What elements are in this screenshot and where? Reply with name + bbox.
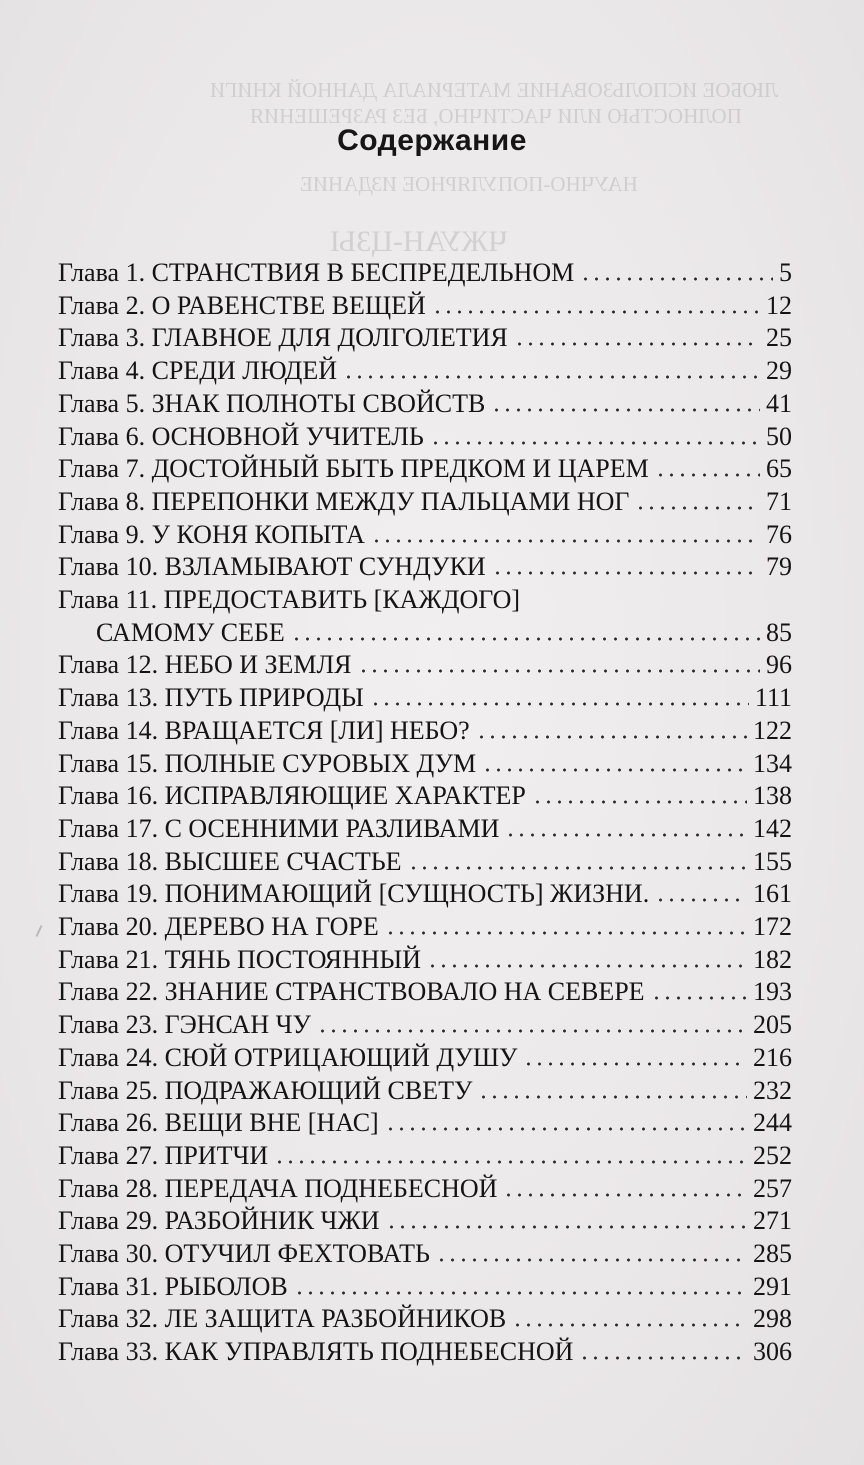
toc-entry [58, 552, 792, 582]
toc-entry-page: 155 [753, 846, 792, 876]
bleed-through-text: ЧЖУАН-ЦЗЫ [330, 225, 508, 258]
toc-entry-label: Глава 26. ВЕЩИ ВНЕ [НАС] [58, 1108, 379, 1138]
toc-dot-leader [503, 1193, 747, 1197]
toc-entry-label: Глава 16. ИСПРАВЛЯЮЩИЕ ХАРАКТЕР [58, 781, 526, 811]
toc-entry [58, 1174, 792, 1204]
toc-entry-label: Глава 21. ТЯНЬ ПОСТОЯННЫЙ [58, 944, 422, 974]
toc-dot-leader [385, 1127, 747, 1131]
toc-entry-label: Глава 20. ДЕРЕВО НА ГОРЕ [58, 912, 379, 941]
toc-entry-label: Глава 30. ОТУЧИЛ ФЕХТОВАТЬ [58, 1239, 430, 1268]
toc-entry [58, 650, 792, 680]
toc-entry [58, 258, 792, 288]
toc-entry-page: 79 [766, 552, 792, 582]
toc-entry [58, 454, 792, 484]
toc-entry-page: 252 [753, 1140, 792, 1170]
toc-entry-label: Глава 22. ЗНАНИЕ СТРАНСТВОВАЛО НА СЕВЕРЕ [58, 977, 645, 1007]
toc-dot-leader [370, 702, 749, 706]
toc-entry [58, 1206, 792, 1236]
toc-dot-leader [651, 996, 747, 1000]
toc-entry-page: 134 [753, 748, 792, 778]
toc-entry [58, 1076, 792, 1106]
toc-entry-label: Глава 4. СРЕДИ ЛЮДЕЙ [58, 356, 338, 386]
toc-entry [96, 618, 792, 648]
toc-entry [58, 585, 792, 615]
toc-dot-leader [512, 1323, 747, 1327]
toc-entry-page: 71 [766, 486, 792, 516]
toc-entry-label: Глава 11. ПРЕДОСТАВИТЬ [КАЖДОГО] [58, 585, 521, 614]
toc-entry [58, 781, 792, 811]
toc-entry-page: 122 [753, 715, 792, 745]
toc-entry-page: 142 [753, 813, 792, 843]
toc-entry [58, 945, 792, 975]
toc-dot-leader [505, 833, 747, 837]
toc-dot-leader [492, 571, 760, 575]
toc-dot-leader [482, 768, 747, 772]
toc-entry [58, 847, 792, 877]
toc-entry-label: Глава 3. ГЛАВНОЕ ДЛЯ ДОЛГОЛЕТИЯ [58, 323, 508, 353]
toc-entry-page: 285 [753, 1239, 792, 1268]
toc-dot-leader [655, 898, 747, 902]
toc-entry-page: 257 [753, 1173, 792, 1203]
toc-entry-page: 29 [766, 356, 792, 386]
toc-dot-leader [476, 735, 747, 739]
toc-entry-label: Глава 14. ВРАЩАЕТСЯ [ЛИ] НЕБО? [58, 715, 470, 745]
toc-dot-leader [523, 1062, 747, 1066]
toc-dot-leader [514, 342, 760, 346]
toc-dot-leader [385, 931, 747, 935]
toc-dot-leader [430, 441, 760, 445]
toc-dot-leader [655, 473, 760, 477]
toc-entry [58, 683, 792, 713]
toc-entry-label: Глава 28. ПЕРЕДАЧА ПОДНЕБЕСНОЙ [58, 1173, 498, 1203]
toc-entry [58, 1337, 792, 1367]
toc-entry [58, 1239, 792, 1269]
toc-entry-page: 244 [753, 1108, 792, 1138]
toc-entry-page: 182 [753, 944, 792, 974]
toc-entry [58, 389, 792, 419]
page-title: Содержание [337, 124, 527, 157]
toc-entry-page: 25 [766, 323, 792, 353]
toc-dot-leader [579, 1356, 747, 1360]
toc-entry-page: 291 [753, 1271, 792, 1301]
bleed-through-text: НАУЧНО-ПОПУЛЯРНОЕ ИЗДАНИЕ [300, 172, 638, 196]
toc-entry-page: 271 [753, 1206, 792, 1236]
toc-dot-leader [532, 800, 747, 804]
toc-dot-leader [580, 277, 773, 281]
toc-entry-page: 85 [766, 617, 792, 647]
toc-entry [58, 716, 792, 746]
bleed-through-text: ЛЮБОЕ ИСПОЛЬЗОВАНИЕ МАТЕРИАЛА ДАННОЙ КНИГИ [210, 78, 779, 102]
toc-entry-page: 12 [766, 290, 792, 320]
toc-entry-label: Глава 19. ПОНИМАЮЩИЙ [СУЩНОСТЬ] ЖИЗНИ. [58, 879, 650, 909]
toc-dot-leader [291, 637, 760, 641]
toc-entry [58, 356, 792, 386]
toc-entry-page: 138 [753, 781, 792, 811]
toc-entry-label: Глава 1. СТРАНСТВИЯ В БЕСПРЕДЕЛЬНОМ [58, 258, 575, 287]
toc-entry-page: 50 [766, 421, 792, 451]
toc-entry [58, 1108, 792, 1138]
toc-entry [58, 912, 792, 942]
toc-entry-page: 41 [766, 388, 792, 418]
toc-entry [58, 520, 792, 550]
toc-entry-label: Глава 27. ПРИТЧИ [58, 1140, 269, 1170]
toc-dot-leader [478, 1095, 747, 1099]
toc-entry-label: Глава 33. КАК УПРАВЛЯТЬ ПОДНЕБЕСНОЙ [58, 1337, 574, 1367]
toc-dot-leader [294, 1291, 747, 1295]
toc-entry-label: Глава 23. ГЭНСАН ЧУ [58, 1010, 311, 1040]
toc-entry-label: Глава 18. ВЫСШЕЕ СЧАСТЬЕ [58, 846, 402, 876]
toc-entry [58, 422, 792, 452]
toc-entry-label: Глава 25. ПОДРАЖАЮЩИЙ СВЕТУ [58, 1075, 473, 1105]
bleed-through-text: ПОЛНОСТЬЮ ИЛИ ЧАСТИЧНО, БЕЗ РАЗРЕШЕНИЯ [250, 104, 742, 128]
toc-entry-page: 232 [753, 1075, 792, 1105]
toc-entry-label: Глава 2. О РАВЕНСТВЕ ВЕЩЕЙ [58, 290, 426, 320]
toc-entry-page: 172 [753, 912, 792, 941]
toc-entry [58, 1010, 792, 1040]
toc-entry-label: Глава 7. ДОСТОЙНЫЙ БЫТЬ ПРЕДКОМ И ЦАРЕМ [58, 454, 649, 484]
toc-entry-page: 216 [753, 1042, 792, 1072]
toc-entry-label: Глава 13. ПУТЬ ПРИРОДЫ [58, 683, 364, 713]
toc-entry-page: 76 [766, 519, 792, 549]
toc-entry [58, 1272, 792, 1302]
toc-entry-label: Глава 10. ВЗЛАМЫВАЮТ СУНДУКИ [58, 552, 486, 582]
toc-entry [58, 291, 792, 321]
toc-entry [58, 487, 792, 517]
toc-entry [58, 749, 792, 779]
toc-entry-label: Глава 17. С ОСЕННИМИ РАЗЛИВАМИ [58, 813, 500, 843]
toc-dot-leader [408, 866, 747, 870]
toc-entry-label: Глава 12. НЕБО И ЗЕМЛЯ [58, 650, 352, 680]
toc-entry-page: 205 [753, 1010, 792, 1040]
toc-entry [58, 1141, 792, 1171]
toc-dot-leader [491, 408, 760, 412]
toc-entry-page: 193 [753, 977, 792, 1007]
toc-entry [58, 1043, 792, 1073]
toc-entry-page: 298 [753, 1304, 792, 1334]
toc-entry-label: Глава 6. ОСНОВНОЙ УЧИТЕЛЬ [58, 421, 424, 451]
toc-dot-leader [436, 1258, 747, 1262]
toc-dot-leader [386, 1225, 747, 1229]
toc-dot-leader [432, 310, 760, 314]
toc-entry-label: Глава 31. РЫБОЛОВ [58, 1271, 288, 1301]
toc-entry-page: 111 [754, 683, 792, 713]
toc-dot-leader [343, 375, 760, 379]
toc-dot-leader [635, 506, 760, 510]
toc-entry-label: Глава 29. РАЗБОЙНИК ЧЖИ [58, 1206, 380, 1236]
toc-entry-page: 306 [753, 1337, 792, 1367]
toc-dot-leader [427, 964, 747, 968]
toc-dot-leader [274, 1160, 747, 1164]
toc-dot-leader [358, 669, 760, 673]
toc-entry-label: Глава 15. ПОЛНЫЕ СУРОВЫХ ДУМ [58, 748, 477, 778]
toc-entry-page: 5 [779, 258, 792, 287]
toc-entry-page: 161 [753, 879, 792, 909]
toc-entry-label: САМОМУ СЕБЕ [96, 617, 285, 647]
toc-entry [58, 977, 792, 1007]
toc-entry-label: Глава 24. СЮЙ ОТРИЦАЮЩИЙ ДУШУ [58, 1042, 518, 1072]
toc-entry-page: 65 [766, 454, 792, 484]
toc-entry [58, 814, 792, 844]
toc-entry-label: Глава 9. У КОНЯ КОПЫТА [58, 519, 365, 549]
toc-entry-label: Глава 8. ПЕРЕПОНКИ МЕЖДУ ПАЛЬЦАМИ НОГ [58, 486, 630, 516]
toc-entry [58, 879, 792, 909]
toc-entry-label: Глава 5. ЗНАК ПОЛНОТЫ СВОЙСТВ [58, 388, 486, 418]
toc-dot-leader [317, 1029, 747, 1033]
toc-entry-label: Глава 32. ЛЕ ЗАЩИТА РАЗБОЙНИКОВ [58, 1304, 507, 1334]
toc-dot-leader [371, 539, 760, 543]
toc-entry-page: 96 [766, 650, 792, 680]
toc-entry [58, 323, 792, 353]
toc-entry [58, 1304, 792, 1334]
